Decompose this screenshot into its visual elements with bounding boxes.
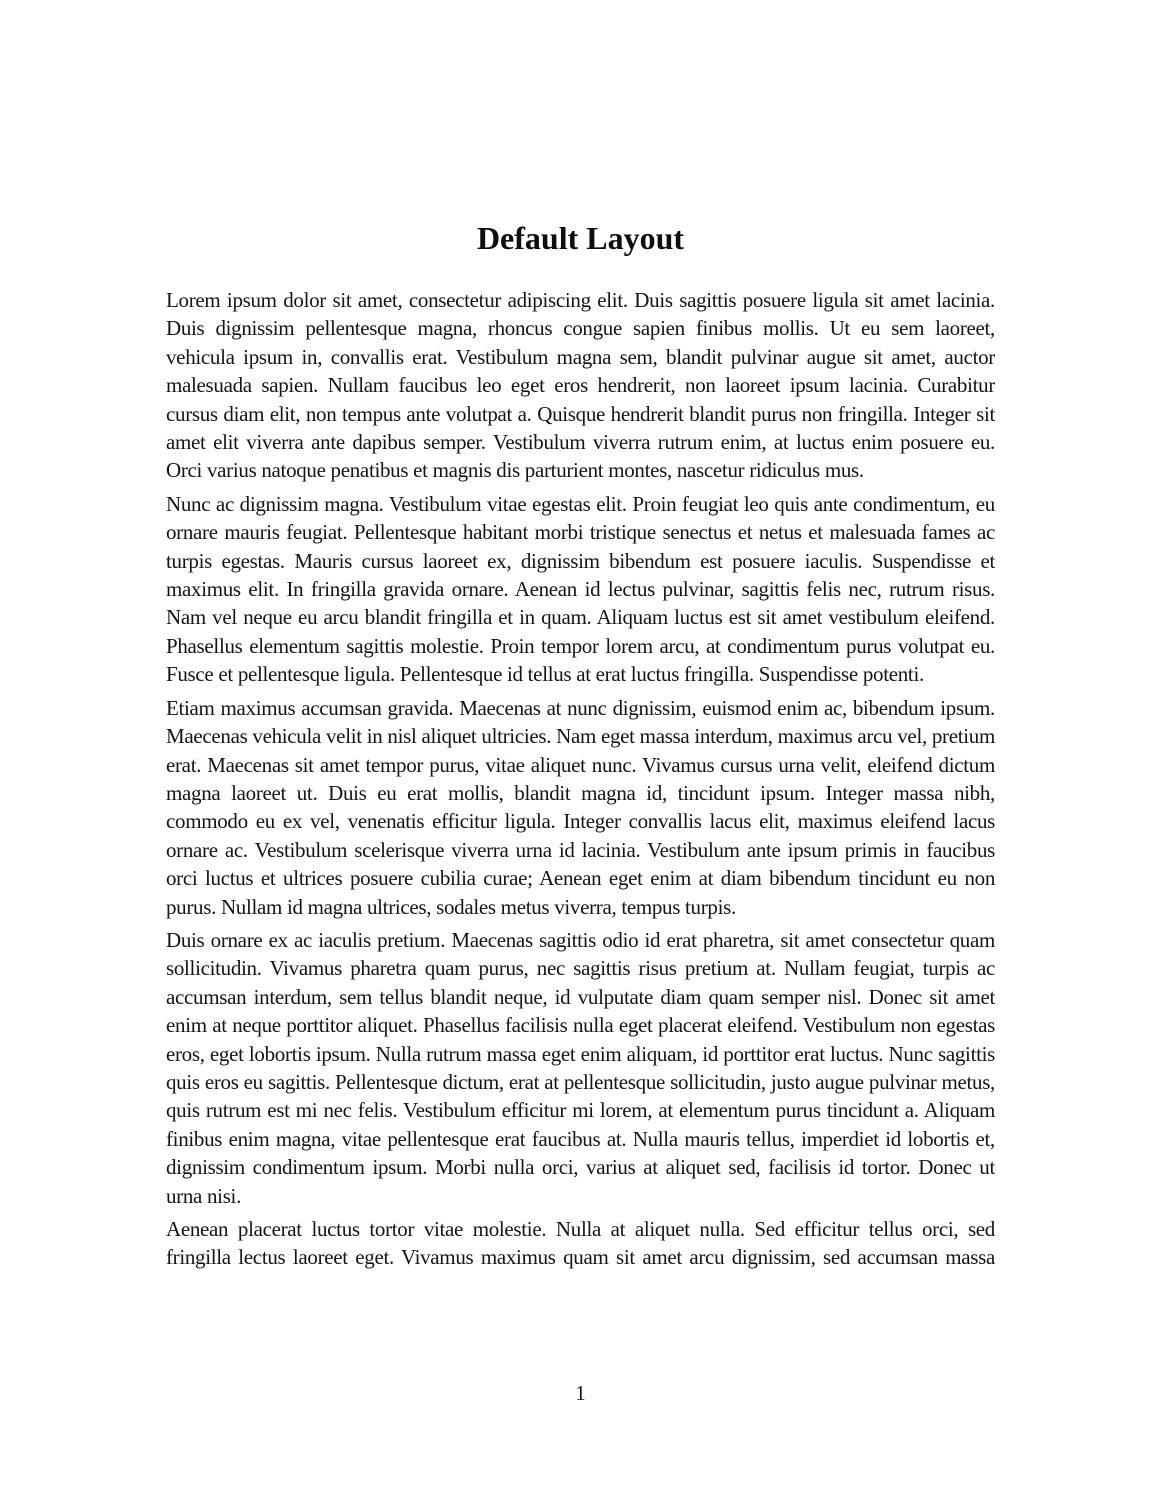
body-paragraph: Aenean placerat luctus tortor vitae molestie. Nulla at aliquet nulla. Sed efficitur tellus orci, sed fringilla lectus laoreet eget. Vivamus maximus quam sit amet arcu dignissim, sed accumsan massa (166, 1217, 995, 1270)
page-number: 1 (575, 1381, 586, 1405)
body-paragraph: Nunc ac dignissim magna. Vestibulum vitae egestas elit. Proin feugiat leo quis ante condimentum, eu ornare mauris feugiat. Pellentesque habitant morbi tristique senectus et netus et malesuada fames ac turpis egestas. Mauris cursus laoreet ex, dignissim bibendum est posuere iaculis. Suspendisse et maximus elit. In fringilla gravida ornare. Aenean id lectus pulvinar, sagittis felis nec, rutrum risus. Nam vel neque eu arcu blandit fringilla et in quam. Aliquam luctus est sit amet vestibulum eleifend. Phasellus elementum sagittis molestie. Proin tempor lorem arcu, at condimentum purus volutpat eu. Fusce et pellentesque ligula. Pellentesque id tellus at erat luctus fringilla. Suspendisse potenti. (166, 491, 995, 687)
body-paragraph: Duis ornare ex ac iaculis pretium. Maecenas sagittis odio id erat pharetra, sit amet consectetur quam sollicitudin. Vivamus pharetra quam purus, nec sagittis risus pretium at. Nullam feugiat, turpis ac accumsan interdum, sem tellus blandit neque, id vulputate diam quam semper nisl. Donec sit amet enim at neque porttitor aliquet. Phasellus facilisis nulla eget placerat eleifend. Vestibulum non egestas eros, eget lobortis ipsum. Nulla rutrum massa eget enim aliquam, id porttitor erat luctus. Nunc sagittis quis eros eu sagittis. Pellentesque dictum, erat at pellentesque sollicitudin, justo augue pulvinar metus, quis rutrum est mi nec felis. Vestibulum efficitur mi lorem, at elementum purus tincidunt a. Aliquam finibus enim magna, vitae pellentesque erat faucibus at. Nulla mauris tellus, imperdiet id lobortis et, dignissim condimentum ipsum. Morbi nulla orci, varius at aliquet sed, facilisis id tortor. Donec ut urna nisi. (166, 927, 995, 1208)
document-body (166, 286, 995, 1356)
body-paragraph: Etiam maximus accumsan gravida. Maecenas at nunc dignissim, euismod enim ac, bibendum ipsum. Maecenas vehicula velit in nisl aliquet ultricies. Nam eget massa interdum, maximus arcu vel, pretium erat. Maecenas sit amet tempor purus, vitae aliquet nunc. Vivamus cursus urna velit, eleifend dictum magna laoreet ut. Duis eu erat mollis, blandit magna id, tincidunt ipsum. Integer massa nibh, commodo eu ex vel, venenatis efficitur ligula. Integer convallis lacus elit, maximus eleifend lacus ornare ac. Vestibulum scelerisque viverra urna id lacinia. Vestibulum ante ipsum primis in faucibus orci luctus et ultrices posuere cubilia curae; Aenean eget enim at diam bibendum tincidunt eu non purus. Nullam id magna ultrices, sodales metus viverra, tempus turpis. (166, 695, 995, 919)
body-paragraph: Lorem ipsum dolor sit amet, consectetur adipiscing elit. Duis sagittis posuere ligula sit amet lacinia. Duis dignissim pellentesque magna, rhoncus congue sapien finibus mollis. Ut eu sem laoreet, vehicula ipsum in, convallis erat. Vestibulum magna sem, blandit pulvinar augue sit amet, auctor malesuada sapien. Nullam faucibus leo eget eros hendrerit, non laoreet ipsum lacinia. Curabitur cursus diam elit, non tempus ante volutpat a. Quisque hendrerit blandit purus non fringilla. Integer sit amet elit viverra ante dapibus semper. Vestibulum viverra rutrum enim, at luctus enim posuere eu. Orci varius natoque penatibus et magnis dis parturient montes, nascetur ridiculus mus. (166, 288, 995, 483)
document-title: Default Layout (476, 220, 685, 257)
